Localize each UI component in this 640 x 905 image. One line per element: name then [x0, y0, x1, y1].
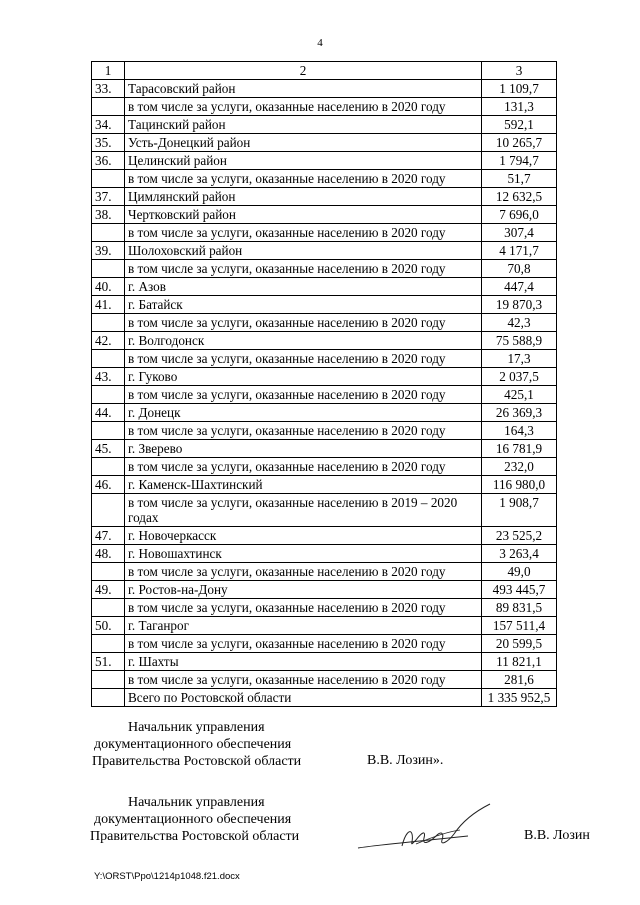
row-value: 3 263,4	[482, 545, 557, 563]
signatory-name-1: В.В. Лозин».	[367, 753, 444, 768]
signatory-title-line2: документационного обеспечения	[94, 737, 292, 752]
row-number	[92, 170, 125, 188]
header-col-1: 1	[92, 62, 125, 80]
row-name: Усть-Донецкий район	[125, 134, 482, 152]
row-name: в том числе за услуги, оказанные населению в 2020 году	[125, 671, 482, 689]
row-number: 46.	[92, 476, 125, 494]
row-name: г. Ростов-на-Дону	[125, 581, 482, 599]
row-value: 4 171,7	[482, 242, 557, 260]
row-value: 16 781,9	[482, 440, 557, 458]
row-name: в том числе за услуги, оказанные населению в 2020 году	[125, 599, 482, 617]
row-value: 11 821,1	[482, 653, 557, 671]
row-number	[92, 689, 125, 707]
row-value: 23 525,2	[482, 527, 557, 545]
row-number: 48.	[92, 545, 125, 563]
table-row	[92, 635, 557, 653]
row-name: г. Новочеркасск	[125, 527, 482, 545]
row-number	[92, 671, 125, 689]
table-row	[92, 422, 557, 440]
row-value: 1 335 952,5	[482, 689, 557, 707]
row-value: 42,3	[482, 314, 557, 332]
signatory-title-line1: Начальник управления	[128, 795, 265, 810]
row-number: 42.	[92, 332, 125, 350]
row-name: в том числе за услуги, оказанные населению в 2020 году	[125, 260, 482, 278]
row-name: Целинский район	[125, 152, 482, 170]
table-row	[92, 188, 557, 206]
table-row	[92, 152, 557, 170]
header-col-2: 2	[125, 62, 482, 80]
table-row	[92, 386, 557, 404]
row-number: 39.	[92, 242, 125, 260]
row-number: 44.	[92, 404, 125, 422]
row-number: 35.	[92, 134, 125, 152]
row-name: г. Новошахтинск	[125, 545, 482, 563]
table-row	[92, 206, 557, 224]
row-number	[92, 563, 125, 581]
row-value: 232,0	[482, 458, 557, 476]
row-value: 20 599,5	[482, 635, 557, 653]
handwritten-signature	[350, 800, 510, 860]
table-row	[92, 368, 557, 386]
row-number: 37.	[92, 188, 125, 206]
table-row	[92, 98, 557, 116]
table-row	[92, 689, 557, 707]
table-row	[92, 494, 557, 527]
table-row	[92, 581, 557, 599]
row-number: 36.	[92, 152, 125, 170]
table-row	[92, 224, 557, 242]
row-name: в том числе за услуги, оказанные населению в 2020 году	[125, 635, 482, 653]
row-value: 447,4	[482, 278, 557, 296]
table-row	[92, 242, 557, 260]
row-value: 7 696,0	[482, 206, 557, 224]
table-row	[92, 314, 557, 332]
row-name: г. Волгодонск	[125, 332, 482, 350]
table-row	[92, 350, 557, 368]
table-row	[92, 476, 557, 494]
row-number: 41.	[92, 296, 125, 314]
row-name: г. Донецк	[125, 404, 482, 422]
row-name: в том числе за услуги, оказанные населению в 2020 году	[125, 458, 482, 476]
row-value: 51,7	[482, 170, 557, 188]
signatory-title-line3: Правительства Ростовской области	[92, 754, 302, 769]
table-row	[92, 599, 557, 617]
row-number: 38.	[92, 206, 125, 224]
row-name: Цимлянский район	[125, 188, 482, 206]
row-name: в том числе за услуги, оказанные населению в 2020 году	[125, 98, 482, 116]
row-number	[92, 494, 125, 527]
signatory-title-line2: документационного обеспечения	[94, 812, 292, 827]
row-number	[92, 224, 125, 242]
row-number	[92, 599, 125, 617]
row-value: 307,4	[482, 224, 557, 242]
row-value: 164,3	[482, 422, 557, 440]
row-value: 281,6	[482, 671, 557, 689]
table-row	[92, 170, 557, 188]
row-value: 26 369,3	[482, 404, 557, 422]
row-value: 425,1	[482, 386, 557, 404]
table-header-row	[92, 62, 557, 80]
row-number: 50.	[92, 617, 125, 635]
row-name: г. Азов	[125, 278, 482, 296]
row-number	[92, 422, 125, 440]
row-value: 157 511,4	[482, 617, 557, 635]
row-name: г. Каменск-Шахтинский	[125, 476, 482, 494]
table-row	[92, 671, 557, 689]
row-name: в том числе за услуги, оказанные населению в 2020 году	[125, 386, 482, 404]
row-value: 70,8	[482, 260, 557, 278]
row-number: 34.	[92, 116, 125, 134]
row-name: в том числе за услуги, оказанные населению в 2020 году	[125, 422, 482, 440]
row-value: 1 109,7	[482, 80, 557, 98]
row-number: 45.	[92, 440, 125, 458]
table-row	[92, 116, 557, 134]
row-name: г. Батайск	[125, 296, 482, 314]
row-value: 493 445,7	[482, 581, 557, 599]
row-value: 89 831,5	[482, 599, 557, 617]
table-row	[92, 527, 557, 545]
row-value: 116 980,0	[482, 476, 557, 494]
row-number	[92, 260, 125, 278]
table-row	[92, 563, 557, 581]
table-row	[92, 296, 557, 314]
row-name: Чертковский район	[125, 206, 482, 224]
row-value: 49,0	[482, 563, 557, 581]
row-name: в том числе за услуги, оказанные населению в 2019 – 2020 годах	[125, 494, 482, 527]
row-number: 47.	[92, 527, 125, 545]
row-name: Всего по Ростовской области	[125, 689, 482, 707]
row-name: Тарасовский район	[125, 80, 482, 98]
row-name: в том числе за услуги, оказанные населению в 2020 году	[125, 170, 482, 188]
table-row	[92, 653, 557, 671]
row-name: г. Гуково	[125, 368, 482, 386]
page-number: 4	[317, 37, 323, 49]
table-row	[92, 617, 557, 635]
row-name: в том числе за услуги, оказанные населению в 2020 году	[125, 314, 482, 332]
row-value: 12 632,5	[482, 188, 557, 206]
row-value: 2 037,5	[482, 368, 557, 386]
row-value: 75 588,9	[482, 332, 557, 350]
row-number	[92, 635, 125, 653]
signature-block-2	[90, 794, 299, 845]
row-number: 43.	[92, 368, 125, 386]
signatory-title-line1: Начальник управления	[128, 720, 265, 735]
table-row	[92, 134, 557, 152]
table-row	[92, 440, 557, 458]
row-value: 131,3	[482, 98, 557, 116]
row-number: 40.	[92, 278, 125, 296]
table-row	[92, 404, 557, 422]
row-value: 1 908,7	[482, 494, 557, 527]
row-number	[92, 98, 125, 116]
row-name: Тацинский район	[125, 116, 482, 134]
row-value: 1 794,7	[482, 152, 557, 170]
signatory-name-2: В.В. Лозин	[524, 828, 590, 843]
signature-block-1	[92, 719, 301, 770]
row-name: г. Шахты	[125, 653, 482, 671]
table-row	[92, 278, 557, 296]
table-row	[92, 80, 557, 98]
table-row	[92, 260, 557, 278]
table-row	[92, 545, 557, 563]
row-number	[92, 386, 125, 404]
row-number: 51.	[92, 653, 125, 671]
data-table	[91, 61, 557, 707]
row-value: 19 870,3	[482, 296, 557, 314]
table-row	[92, 458, 557, 476]
file-path-footer: Y:\ORST\Ppo\1214p1048.f21.docx	[94, 871, 240, 882]
row-name: г. Зверево	[125, 440, 482, 458]
row-number: 33.	[92, 80, 125, 98]
row-name: г. Таганрог	[125, 617, 482, 635]
row-number	[92, 350, 125, 368]
row-name: Шолоховский район	[125, 242, 482, 260]
row-name: в том числе за услуги, оказанные населению в 2020 году	[125, 224, 482, 242]
row-value: 17,3	[482, 350, 557, 368]
row-value: 592,1	[482, 116, 557, 134]
table-row	[92, 332, 557, 350]
row-value: 10 265,7	[482, 134, 557, 152]
row-name: в том числе за услуги, оказанные населению в 2020 году	[125, 563, 482, 581]
row-number: 49.	[92, 581, 125, 599]
row-number	[92, 458, 125, 476]
row-number	[92, 314, 125, 332]
row-name: в том числе за услуги, оказанные населению в 2020 году	[125, 350, 482, 368]
header-col-3: 3	[482, 62, 557, 80]
signatory-title-line3: Правительства Ростовской области	[90, 829, 300, 844]
